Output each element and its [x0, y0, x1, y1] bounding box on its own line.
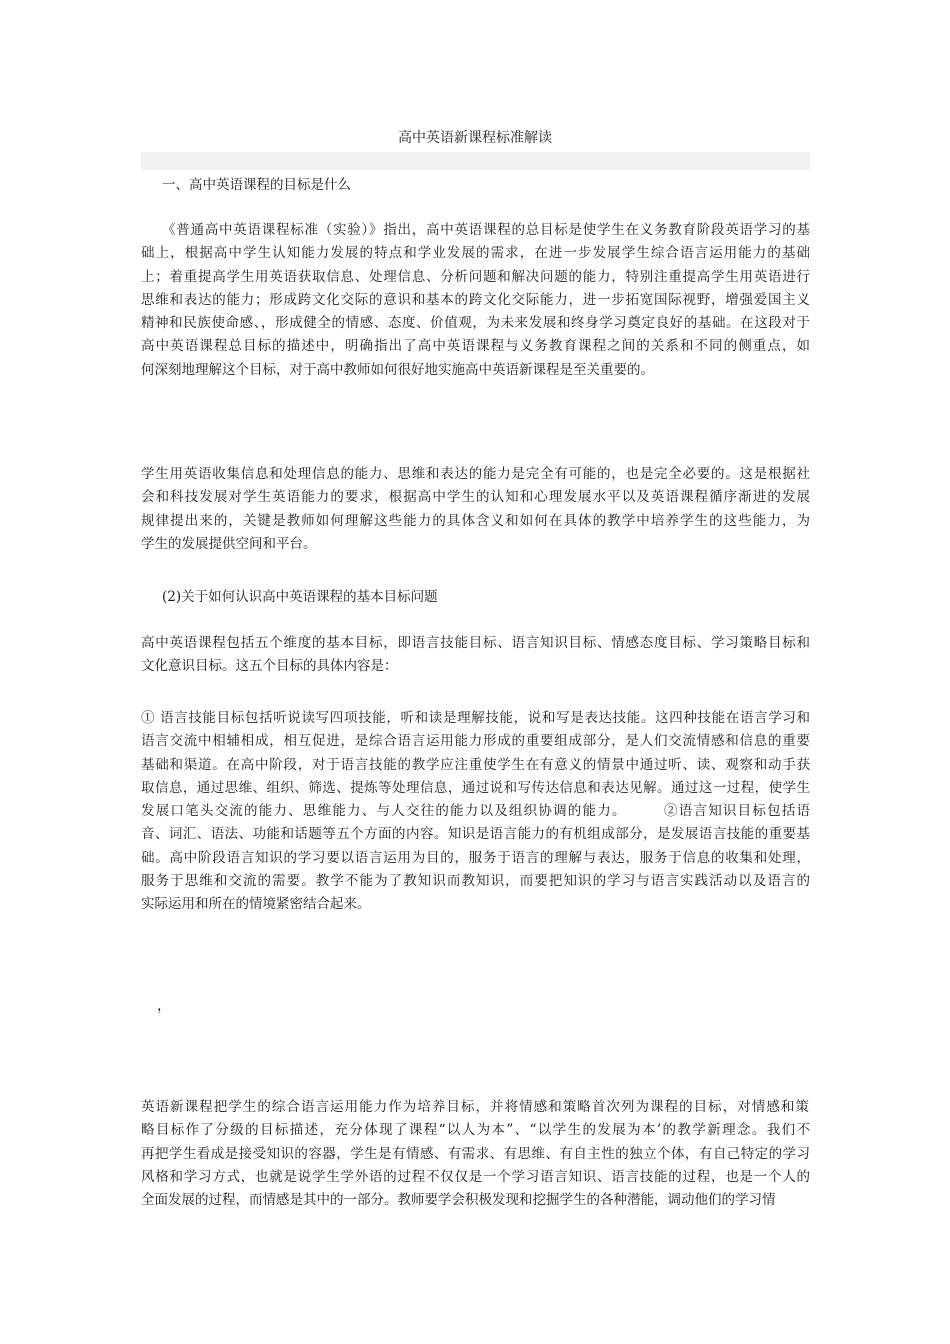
paragraph-emotion-strategy	[141, 1096, 810, 1212]
paragraph-line: 略目标作了分级的目标描述，充分体现了课程“以人为本”、“以学生的发展为本’的教学新理念。我们不	[141, 1122, 812, 1139]
paragraph-line: 会和科技发展对学生英语能力的要求，根据高中学生的认知和心理发展水平以及英语课程循序渐进的发展	[141, 489, 812, 506]
paragraph-line: ① 语言技能目标包括听说读写四项技能，听和读是理解技能，说和写是表达技能。这四种技能在语言学习和	[141, 710, 811, 726]
paragraph-line: 基础和渠道。在高中阶段，对于语言技能的教学应注重使学生在有意义的情景中通过听、读、观察和动手获	[141, 756, 811, 773]
paragraph-line: 语言交流中相辅相成，相互促进，是综合语言运用能力形成的重要组成部分，是人们交流情感和信息的重要	[141, 733, 811, 750]
paragraph-line: 实际运用和所在的情境紧密结合起来。	[141, 896, 371, 913]
paragraph-skills-knowledge	[141, 707, 810, 917]
paragraph-abilities	[141, 463, 810, 556]
paragraph-line: 风格和学习方式，也就是说学生学外语的过程不仅仅是一个学习语言知识、语言技能的过程，也是一个人的	[141, 1168, 811, 1185]
paragraph-line: 发展口笔头交流的能力、思维能力、与人交往的能力以及组织协调的能力。 ②语言知识目标包括语	[141, 803, 812, 820]
paragraph-line: 础。高中阶段语言知识的学习要以语言运用为目的，服务于语言的理解与表达，服务于信息的收集和处理，	[141, 849, 811, 866]
paragraph-line: 学生的发展提供空间和平台。	[141, 535, 317, 552]
paragraph-line: 英语新课程把学生的综合语言运用能力作为培养目标，并将情感和策略首次列为课程的目标，对情感和策	[141, 1099, 810, 1115]
paragraph-line: 规律提出来的，关键是教师如何理解这些能力的具体含义和如何在具体的教学中培养学生的这些能力，为	[141, 512, 812, 529]
paragraph-line: 思维和表达的能力；形成跨文化交际的意识和基本的跨文化交际能力，进一步拓宽国际视野，增强爱国主义	[141, 291, 811, 308]
stray-comma: ，	[157, 998, 171, 1014]
header-band	[141, 152, 810, 170]
paragraph-line: 础上，根据高中学生认知能力发展的特点和学业发展的需求，在进一步发展学生综合语言运用能力的基础	[141, 245, 812, 262]
paragraph-five-dimensions	[141, 632, 810, 679]
paragraph-line: 何深刻地理解这个目标，对于高中教师如何很好地实施高中英语新课程是至关重要的。	[141, 361, 654, 378]
paragraph-line: 文化意识目标。这五个目标的具体内容是：	[141, 658, 398, 675]
paragraph-line: 音、词汇、语法、功能和话题等五个方面的内容。知识是语言能力的有机组成部分，是发展语言技能的重要基	[141, 826, 811, 843]
paragraph-line: 《普通高中英语课程标准（实验）》指出，高中英语课程的总目标是使学生在义务教育阶段英语学习的基	[162, 222, 811, 238]
document-title: 高中英语新课程标准解读	[398, 130, 552, 146]
paragraph-overall-goal	[141, 219, 810, 382]
paragraph-line: 服务于思维和交流的需要。教学不能为了教知识而教知识，而要把知识的学习与语言实践活动以及语言的	[141, 873, 812, 890]
paragraph-line: 全面发展的过程，而情感是其中的一部分。教师要学会积极发现和挖掘学生的各种潜能，调动他们的学习情	[141, 1192, 776, 1209]
paragraph-line: 上；着重提高学生用英语获取信息、处理信息、分析问题和解决问题的能力，特别注重提高学生用英语进行	[141, 268, 811, 285]
paragraph-line: 取信息，通过思维、组织、筛选、提炼等处理信息，通过说和写传达信息和表达见解。通过这一过程，使学生	[141, 779, 811, 796]
paragraph-line: 再把学生看成是接受知识的容器，学生是有情感、有需求、有思维、有自主性的独立个体，有自己特定的学习	[141, 1145, 811, 1162]
paragraph-line: 高中英语课程包括五个维度的基本目标，即语言技能目标、语言知识目标、情感态度目标、学习策略目标和	[141, 635, 811, 651]
paragraph-line: 精神和民族使命感、，形成健全的情感、态度、价值观，为未来发展和终身学习奠定良好的基础。在这段对于	[141, 315, 811, 332]
section-heading-goals: 一、高中英语课程的目标是什么	[162, 177, 351, 193]
section-heading-basic-goals: (2)关于如何认识高中英语课程的基本目标问题	[162, 589, 438, 605]
paragraph-line: 学生用英语收集信息和处理信息的能力、思维和表达的能力是完全有可能的，也是完全必要的。这是根据社	[141, 466, 811, 482]
paragraph-line: 高中英语课程总目标的描述中，明确指出了高中英语课程与义务教育课程之间的关系和不同的侧重点，如	[141, 338, 812, 355]
